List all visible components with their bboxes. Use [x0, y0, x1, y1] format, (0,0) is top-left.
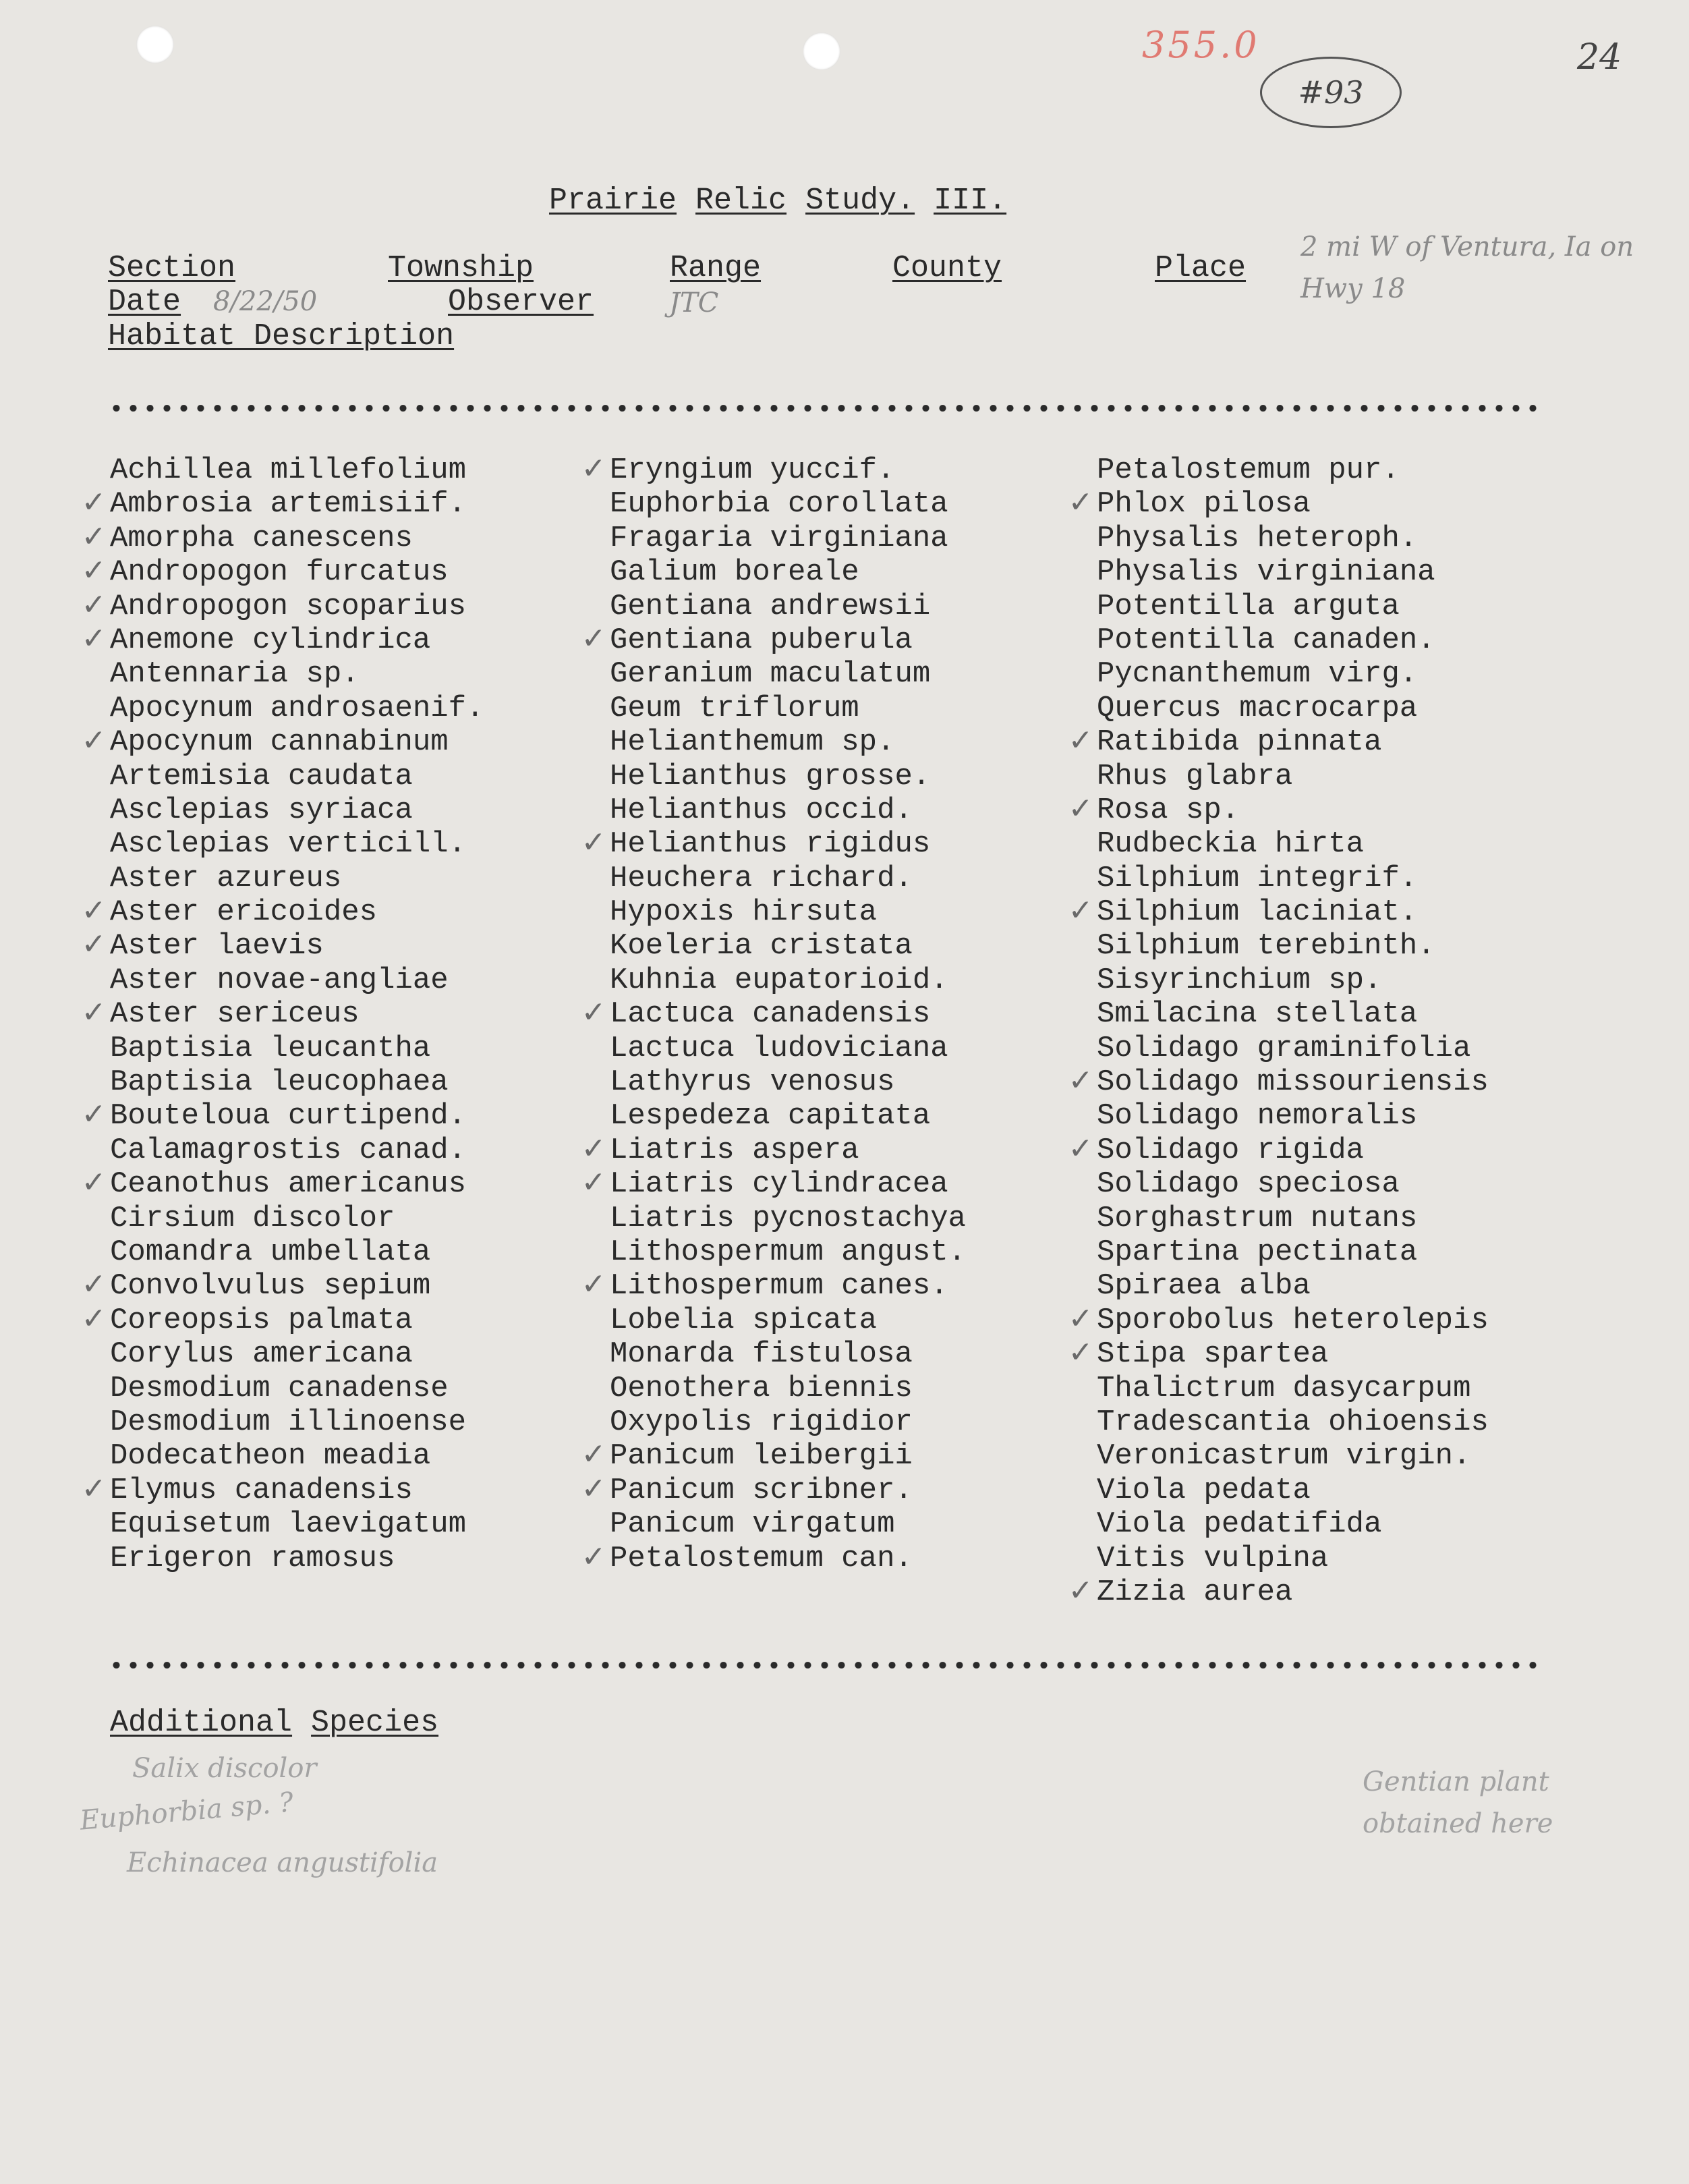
species-name: Panicum scribner. [610, 1473, 913, 1507]
species-item [610, 1202, 966, 1235]
checkmark-icon: ✓ [81, 723, 107, 758]
species-name: Andropogon scoparius [110, 589, 467, 623]
species-name: Geranium maculatum [610, 657, 931, 692]
species-item [110, 1439, 484, 1473]
species-item [610, 1304, 966, 1337]
species-item [81, 587, 484, 623]
species-item [1097, 963, 1489, 997]
species-item [110, 1372, 484, 1405]
species-name: Physalis heteroph. [1097, 521, 1418, 555]
species-name: Zizia aurea [1097, 1575, 1293, 1609]
species-name: Solidago nemoralis [1097, 1099, 1418, 1133]
species-item [110, 1202, 484, 1235]
checkmark-icon: ✓ [1068, 723, 1093, 758]
species-item [110, 1235, 484, 1269]
species-item [81, 893, 484, 930]
species-name: Liatris pycnostachya [610, 1201, 967, 1235]
species-item [581, 1437, 966, 1474]
species-item [581, 1165, 966, 1202]
species-name: Stipa spartea [1097, 1337, 1329, 1372]
species-item [81, 927, 484, 963]
species-name: Rosa sp. [1097, 793, 1240, 827]
species-item [1097, 1542, 1489, 1575]
checkmark-icon: ✓ [81, 587, 107, 622]
species-item [610, 692, 966, 725]
species-name: Apocynum androsaenif. [110, 691, 484, 725]
species-item [1097, 1372, 1489, 1405]
species-item [610, 929, 966, 963]
species-item [610, 1507, 966, 1541]
species-item [610, 1032, 966, 1065]
checkmark-icon: ✓ [581, 1165, 606, 1200]
checkmark-icon: ✓ [81, 927, 107, 962]
dotted-divider [108, 405, 1541, 412]
species-item [1097, 623, 1489, 657]
species-item [81, 723, 484, 760]
township-label: Township [388, 251, 534, 285]
species-name: Helianthus grosse. [610, 759, 931, 793]
checkmark-icon: ✓ [81, 519, 107, 554]
species-name: Aster novae-angliae [110, 963, 449, 997]
species-item [110, 692, 484, 725]
species-name: Oxypolis rigidior [610, 1405, 913, 1439]
species-name: Calamagrostis canad. [110, 1133, 467, 1167]
checkmark-icon: ✓ [581, 825, 606, 860]
species-item [110, 1032, 484, 1065]
species-name: Physalis virginiana [1097, 555, 1435, 590]
species-item [1097, 1167, 1489, 1201]
species-name: Liatris aspera [610, 1133, 859, 1167]
species-item [110, 657, 484, 691]
species-item [1068, 1301, 1489, 1337]
species-item [1097, 1099, 1489, 1133]
species-name: Apocynum cannabinum [110, 725, 449, 760]
species-item [110, 1542, 484, 1575]
species-item [1097, 522, 1489, 555]
species-name: Geum triflorum [610, 691, 859, 725]
species-item [610, 522, 966, 555]
species-name: Coreopsis palmata [110, 1303, 413, 1337]
checkmark-icon: ✓ [1068, 1335, 1093, 1370]
species-name: Pycnanthemum virg. [1097, 657, 1418, 692]
species-item [610, 862, 966, 895]
checkmark-icon: ✓ [581, 1437, 606, 1472]
page-title [549, 184, 1025, 218]
species-item [1068, 723, 1489, 760]
species-name: Asclepias verticill. [110, 827, 467, 862]
habitat-description-label: Habitat Description [108, 319, 455, 354]
species-item [110, 453, 484, 487]
species-item [81, 1165, 484, 1202]
species-item [81, 621, 484, 657]
date-value: 8/22/50 [213, 286, 318, 317]
species-name: Lobelia spicata [610, 1303, 878, 1337]
species-name: Helianthus occid. [610, 793, 913, 827]
species-item [610, 1099, 966, 1133]
checkmark-icon: ✓ [581, 995, 606, 1030]
species-name: Lithospermum angust. [610, 1235, 967, 1269]
checkmark-icon: ✓ [581, 1471, 606, 1506]
species-name: Panicum virgatum [610, 1507, 895, 1542]
species-name: Galium boreale [610, 555, 859, 590]
species-item [81, 519, 484, 555]
species-name: Lithospermum canes. [610, 1269, 948, 1304]
species-name: Viola pedata [1097, 1473, 1311, 1507]
species-item [1097, 827, 1489, 861]
species-name: Helianthus rigidus [610, 827, 931, 862]
checkmark-icon: ✓ [1068, 893, 1093, 928]
section-label: Section [108, 251, 236, 285]
checkmark-icon: ✓ [1068, 1573, 1093, 1608]
species-name: Bouteloua curtipend. [110, 1099, 467, 1133]
species-item [1097, 692, 1489, 725]
range-label: Range [670, 251, 762, 285]
species-name: Elymus canadensis [110, 1473, 413, 1507]
species-item [110, 963, 484, 997]
checkmark-icon: ✓ [581, 621, 606, 656]
checkmark-icon: ✓ [1068, 791, 1093, 826]
species-name: Cirsium discolor [110, 1201, 395, 1235]
additional-species-item: Salix discolor [132, 1753, 317, 1784]
species-item [1097, 1269, 1489, 1303]
species-column-3 [1068, 453, 1489, 1609]
species-name: Baptisia leucantha [110, 1031, 431, 1065]
additional-species-item: Echinacea angustifolia [127, 1847, 438, 1878]
species-item [610, 1065, 966, 1099]
additional-species-header [110, 1706, 457, 1740]
species-item [81, 485, 484, 522]
species-item [1068, 1063, 1489, 1100]
species-name: Solidago speciosa [1097, 1167, 1400, 1202]
circled-record-number: #93 [1260, 57, 1402, 128]
species-item [1097, 1032, 1489, 1065]
species-item [610, 1405, 966, 1439]
species-name: Koeleria cristata [610, 929, 913, 963]
species-name: Amorpha canescens [110, 521, 413, 555]
checkmark-icon: ✓ [581, 451, 606, 486]
date-label: Date [108, 285, 181, 319]
species-name: Rudbeckia hirta [1097, 827, 1365, 862]
species-name: Panicum leibergii [610, 1439, 913, 1474]
punch-hole [136, 26, 174, 63]
species-item [1097, 1405, 1489, 1439]
species-name: Thalictrum dasycarpum [1097, 1371, 1471, 1405]
species-name: Silphium integrif. [1097, 861, 1418, 895]
checkmark-icon: ✓ [81, 1301, 107, 1336]
species-item [1068, 1573, 1489, 1609]
species-item [81, 1267, 484, 1304]
header-word: Species [311, 1706, 439, 1740]
species-item [610, 555, 966, 589]
species-item [110, 862, 484, 895]
checkmark-icon: ✓ [81, 893, 107, 928]
species-item [1097, 760, 1489, 793]
species-item [610, 1337, 966, 1371]
species-name: Rhus glabra [1097, 759, 1293, 793]
species-name: Comandra umbellata [110, 1235, 431, 1269]
species-item [610, 760, 966, 793]
county-label: County [892, 251, 1002, 285]
species-name: Aster laevis [110, 929, 324, 963]
species-name: Spiraea alba [1097, 1269, 1311, 1304]
species-name: Achillea millefolium [110, 453, 467, 487]
species-name: Lathyrus venosus [610, 1065, 895, 1100]
title-word: Study. [805, 184, 915, 218]
species-name: Ceanothus americanus [110, 1167, 467, 1202]
species-name: Eryngium yuccif. [610, 453, 895, 487]
place-label: Place [1155, 251, 1247, 285]
species-name: Euphorbia corollata [610, 487, 948, 522]
species-item [1097, 555, 1489, 589]
checkmark-icon: ✓ [81, 1471, 107, 1506]
species-name: Lactuca canadensis [610, 997, 931, 1032]
species-item [110, 1405, 484, 1439]
species-name: Liatris cylindracea [610, 1167, 948, 1202]
species-column-1 [81, 453, 484, 1575]
species-item [110, 827, 484, 861]
species-name: Fragaria virginiana [610, 521, 948, 555]
species-item [81, 995, 484, 1032]
dotted-divider [108, 1662, 1541, 1669]
species-name: Silphium terebinth. [1097, 929, 1435, 963]
species-name: Gentiana andrewsii [610, 589, 931, 623]
species-item [110, 1065, 484, 1099]
species-name: Aster sericeus [110, 997, 360, 1032]
checkmark-icon: ✓ [581, 1267, 606, 1302]
species-name: Ambrosia artemisiif. [110, 487, 467, 522]
species-name: Silphium laciniat. [1097, 895, 1418, 930]
species-item [610, 657, 966, 691]
species-item [1068, 1335, 1489, 1372]
species-name: Lespedeza capitata [610, 1099, 931, 1133]
species-item [610, 963, 966, 997]
species-name: Asclepias syriaca [110, 793, 413, 827]
species-name: Viola pedatifida [1097, 1507, 1382, 1542]
species-name: Solidago missouriensis [1097, 1065, 1489, 1100]
species-name: Hypoxis hirsuta [610, 895, 878, 930]
species-item [110, 793, 484, 827]
species-name: Sisyrinchium sp. [1097, 963, 1382, 997]
species-name: Anemone cylindrica [110, 623, 431, 657]
species-name: Equisetum laevigatum [110, 1507, 467, 1542]
species-item [610, 1235, 966, 1269]
catalog-stamp: 355.0 [1142, 24, 1260, 66]
species-item [1097, 1235, 1489, 1269]
observer-value: JTC [669, 287, 719, 318]
species-item [610, 793, 966, 827]
species-item [581, 621, 966, 657]
species-item [110, 760, 484, 793]
species-item [1097, 862, 1489, 895]
species-item [110, 1337, 484, 1371]
species-name: Veronicastrum virgin. [1097, 1439, 1471, 1474]
species-item [1068, 791, 1489, 827]
place-value: 2 mi W of Ventura, Ia on Hwy 18 [1300, 231, 1634, 304]
punch-hole [803, 32, 840, 70]
species-name: Antennaria sp. [110, 657, 360, 692]
checkmark-icon: ✓ [1068, 485, 1093, 520]
checkmark-icon: ✓ [81, 1165, 107, 1200]
species-item [1097, 929, 1489, 963]
species-item [1068, 893, 1489, 930]
checkmark-icon: ✓ [581, 1539, 606, 1574]
species-name: Phlox pilosa [1097, 487, 1311, 522]
species-name: Artemisia caudata [110, 759, 413, 793]
checkmark-icon: ✓ [1068, 1063, 1093, 1098]
species-item [81, 1097, 484, 1133]
species-item [1097, 453, 1489, 487]
species-item [610, 1372, 966, 1405]
species-item [1097, 590, 1489, 623]
species-item [581, 1471, 966, 1507]
species-item [1097, 1507, 1489, 1541]
species-name: Potentilla canaden. [1097, 623, 1435, 657]
species-name: Solidago graminifolia [1097, 1031, 1471, 1065]
species-item [610, 590, 966, 623]
checkmark-icon: ✓ [81, 995, 107, 1030]
checkmark-icon: ✓ [81, 621, 107, 656]
species-name: Helianthemum sp. [610, 725, 895, 760]
species-name: Convolvulus sepium [110, 1269, 431, 1304]
species-item [81, 553, 484, 590]
header-word: Additional [110, 1706, 293, 1740]
species-name: Oenothera biennis [610, 1371, 913, 1405]
species-item [581, 1267, 966, 1304]
species-item [81, 1301, 484, 1337]
species-name: Tradescantia ohioensis [1097, 1405, 1489, 1439]
species-name: Quercus macrocarpa [1097, 691, 1418, 725]
species-name: Sporobolus heterolepis [1097, 1303, 1489, 1337]
species-item [581, 995, 966, 1032]
species-name: Smilacina stellata [1097, 997, 1418, 1032]
species-item [110, 1133, 484, 1167]
species-item [610, 725, 966, 759]
species-name: Ratibida pinnata [1097, 725, 1382, 760]
species-name: Petalostemum pur. [1097, 453, 1400, 487]
species-name: Desmodium canadense [110, 1371, 449, 1405]
species-item [581, 1539, 966, 1575]
species-name: Andropogon furcatus [110, 555, 449, 590]
species-item [581, 825, 966, 862]
species-name: Dodecatheon meadia [110, 1439, 431, 1474]
species-item [1097, 997, 1489, 1031]
species-name: Sorghastrum nutans [1097, 1201, 1418, 1235]
species-name: Solidago rigida [1097, 1133, 1365, 1167]
margin-note: Gentian plant obtained here [1363, 1766, 1553, 1839]
title-word: III. [934, 184, 1007, 218]
additional-species-item: Euphorbia sp. ? [78, 1787, 295, 1837]
species-name: Kuhnia eupatorioid. [610, 963, 948, 997]
species-item [581, 1131, 966, 1167]
species-name: Gentiana puberula [610, 623, 913, 657]
species-name: Spartina pectinata [1097, 1235, 1418, 1269]
checkmark-icon: ✓ [81, 1267, 107, 1302]
checkmark-icon: ✓ [581, 1131, 606, 1166]
species-item [1097, 1474, 1489, 1507]
species-item [610, 487, 966, 521]
species-name: Lactuca ludoviciana [610, 1031, 948, 1065]
species-name: Vitis vulpina [1097, 1541, 1329, 1575]
species-name: Baptisia leucophaea [110, 1065, 449, 1100]
species-item [81, 1471, 484, 1507]
checkmark-icon: ✓ [81, 553, 107, 588]
species-name: Erigeron ramosus [110, 1541, 395, 1575]
title-word: Prairie [549, 184, 677, 218]
species-item [1097, 1439, 1489, 1473]
title-word: Relic [695, 184, 787, 218]
checkmark-icon: ✓ [1068, 1131, 1093, 1166]
species-name: Monarda fistulosa [610, 1337, 913, 1372]
species-item [581, 451, 966, 487]
species-name: Corylus americana [110, 1337, 413, 1372]
species-item [1097, 1202, 1489, 1235]
checkmark-icon: ✓ [81, 485, 107, 520]
species-item [110, 1507, 484, 1541]
species-item [610, 895, 966, 929]
species-name: Aster ericoides [110, 895, 378, 930]
species-item [1097, 657, 1489, 691]
species-item [1068, 485, 1489, 522]
page-number: 24 [1577, 37, 1622, 78]
checkmark-icon: ✓ [81, 1097, 107, 1132]
species-column-2 [581, 451, 967, 1575]
species-name: Potentilla arguta [1097, 589, 1400, 623]
species-name: Aster azureus [110, 861, 342, 895]
checkmark-icon: ✓ [1068, 1301, 1093, 1336]
species-name: Desmodium illinoense [110, 1405, 467, 1439]
species-item [1068, 1131, 1489, 1167]
species-name: Petalostemum can. [610, 1541, 913, 1575]
observer-label: Observer [448, 285, 594, 319]
species-name: Heuchera richard. [610, 861, 913, 895]
